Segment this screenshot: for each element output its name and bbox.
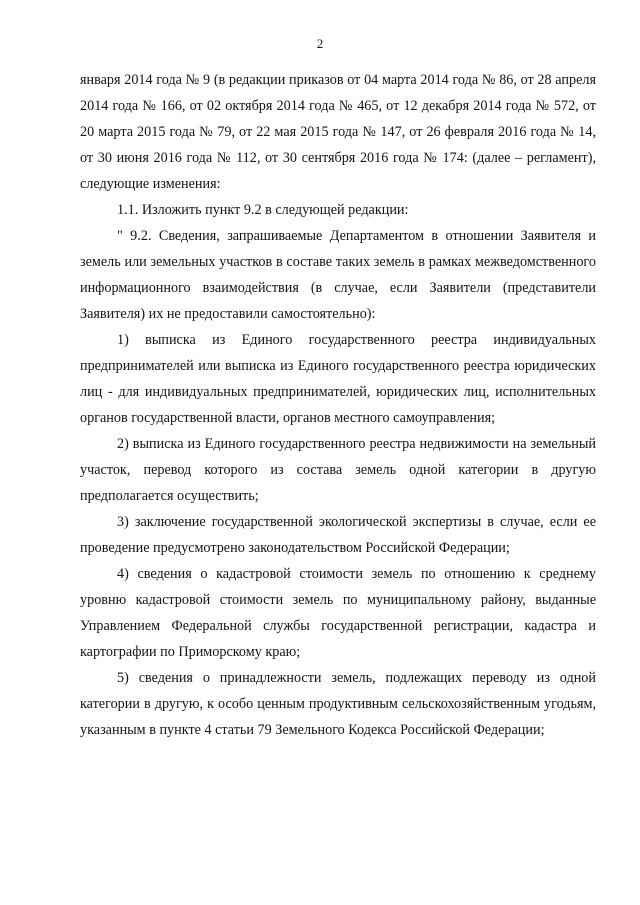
list-item-4: 4) сведения о кадастровой стоимости земель по отношению к среднему уровню кадастровой стоимости земель по муниципальному району, выданные Управлением Федеральной службы государственной регистрации, кадастра и картографии по Приморскому краю; — [80, 566, 596, 660]
paragraph-continuation: января 2014 года № 9 (в редакции приказов от 04 марта 2014 года № 86, от 28 апреля 2014 года № 166, от 02 октября 2014 года № 465, от 12 декабря 2014 года № 572, от 20 марта 2015 года № 79, от 22 мая 2015 года № 147, от 26 февраля 2016 года № 14, от 30 июня 2016 года № 112, от 30 сентября 2016 года № 174: (далее – регламент), следующие изменения: — [80, 72, 596, 192]
page-number: 2 — [316, 36, 324, 51]
list-item-1: 1) выписка из Единого государственного реестра индивидуальных предпринимателей или выписка из Единого государственного реестра юридических лиц - для индивидуальных предпринимателей, юридических лиц, исполнительных органов государственной власти, органов местного самоуправления; — [80, 332, 596, 426]
list-item-5: 5) сведения о принадлежности земель, подлежащих переводу из одной категории в другую, к особо ценным продуктивным сельскохозяйственным угодьям, указанным в пункте 4 статьи 79 Земельного Кодекса Российской Федерации; — [80, 670, 596, 738]
paragraph-section-9-2: " 9.2. Сведения, запрашиваемые Департаментом в отношении Заявителя и земель или земельных участков в составе таких земель в рамках межведомственного информационного взаимодействия (в случае, если Заявители (представители Заявителя) их не предоставили самостоятельно): — [80, 228, 596, 322]
document-body — [80, 67, 596, 743]
list-item-2: 2) выписка из Единого государственного реестра недвижимости на земельный участок, перевод которого из состава земель одной категории в другую предполагается осуществить; — [80, 436, 596, 504]
list-item-3: 3) заключение государственной экологической экспертизы в случае, если ее проведение предусмотрено законодательством Российской Федерации; — [80, 514, 596, 556]
paragraph-item-1-1: 1.1. Изложить пункт 9.2 в следующей редакции: — [117, 202, 409, 218]
